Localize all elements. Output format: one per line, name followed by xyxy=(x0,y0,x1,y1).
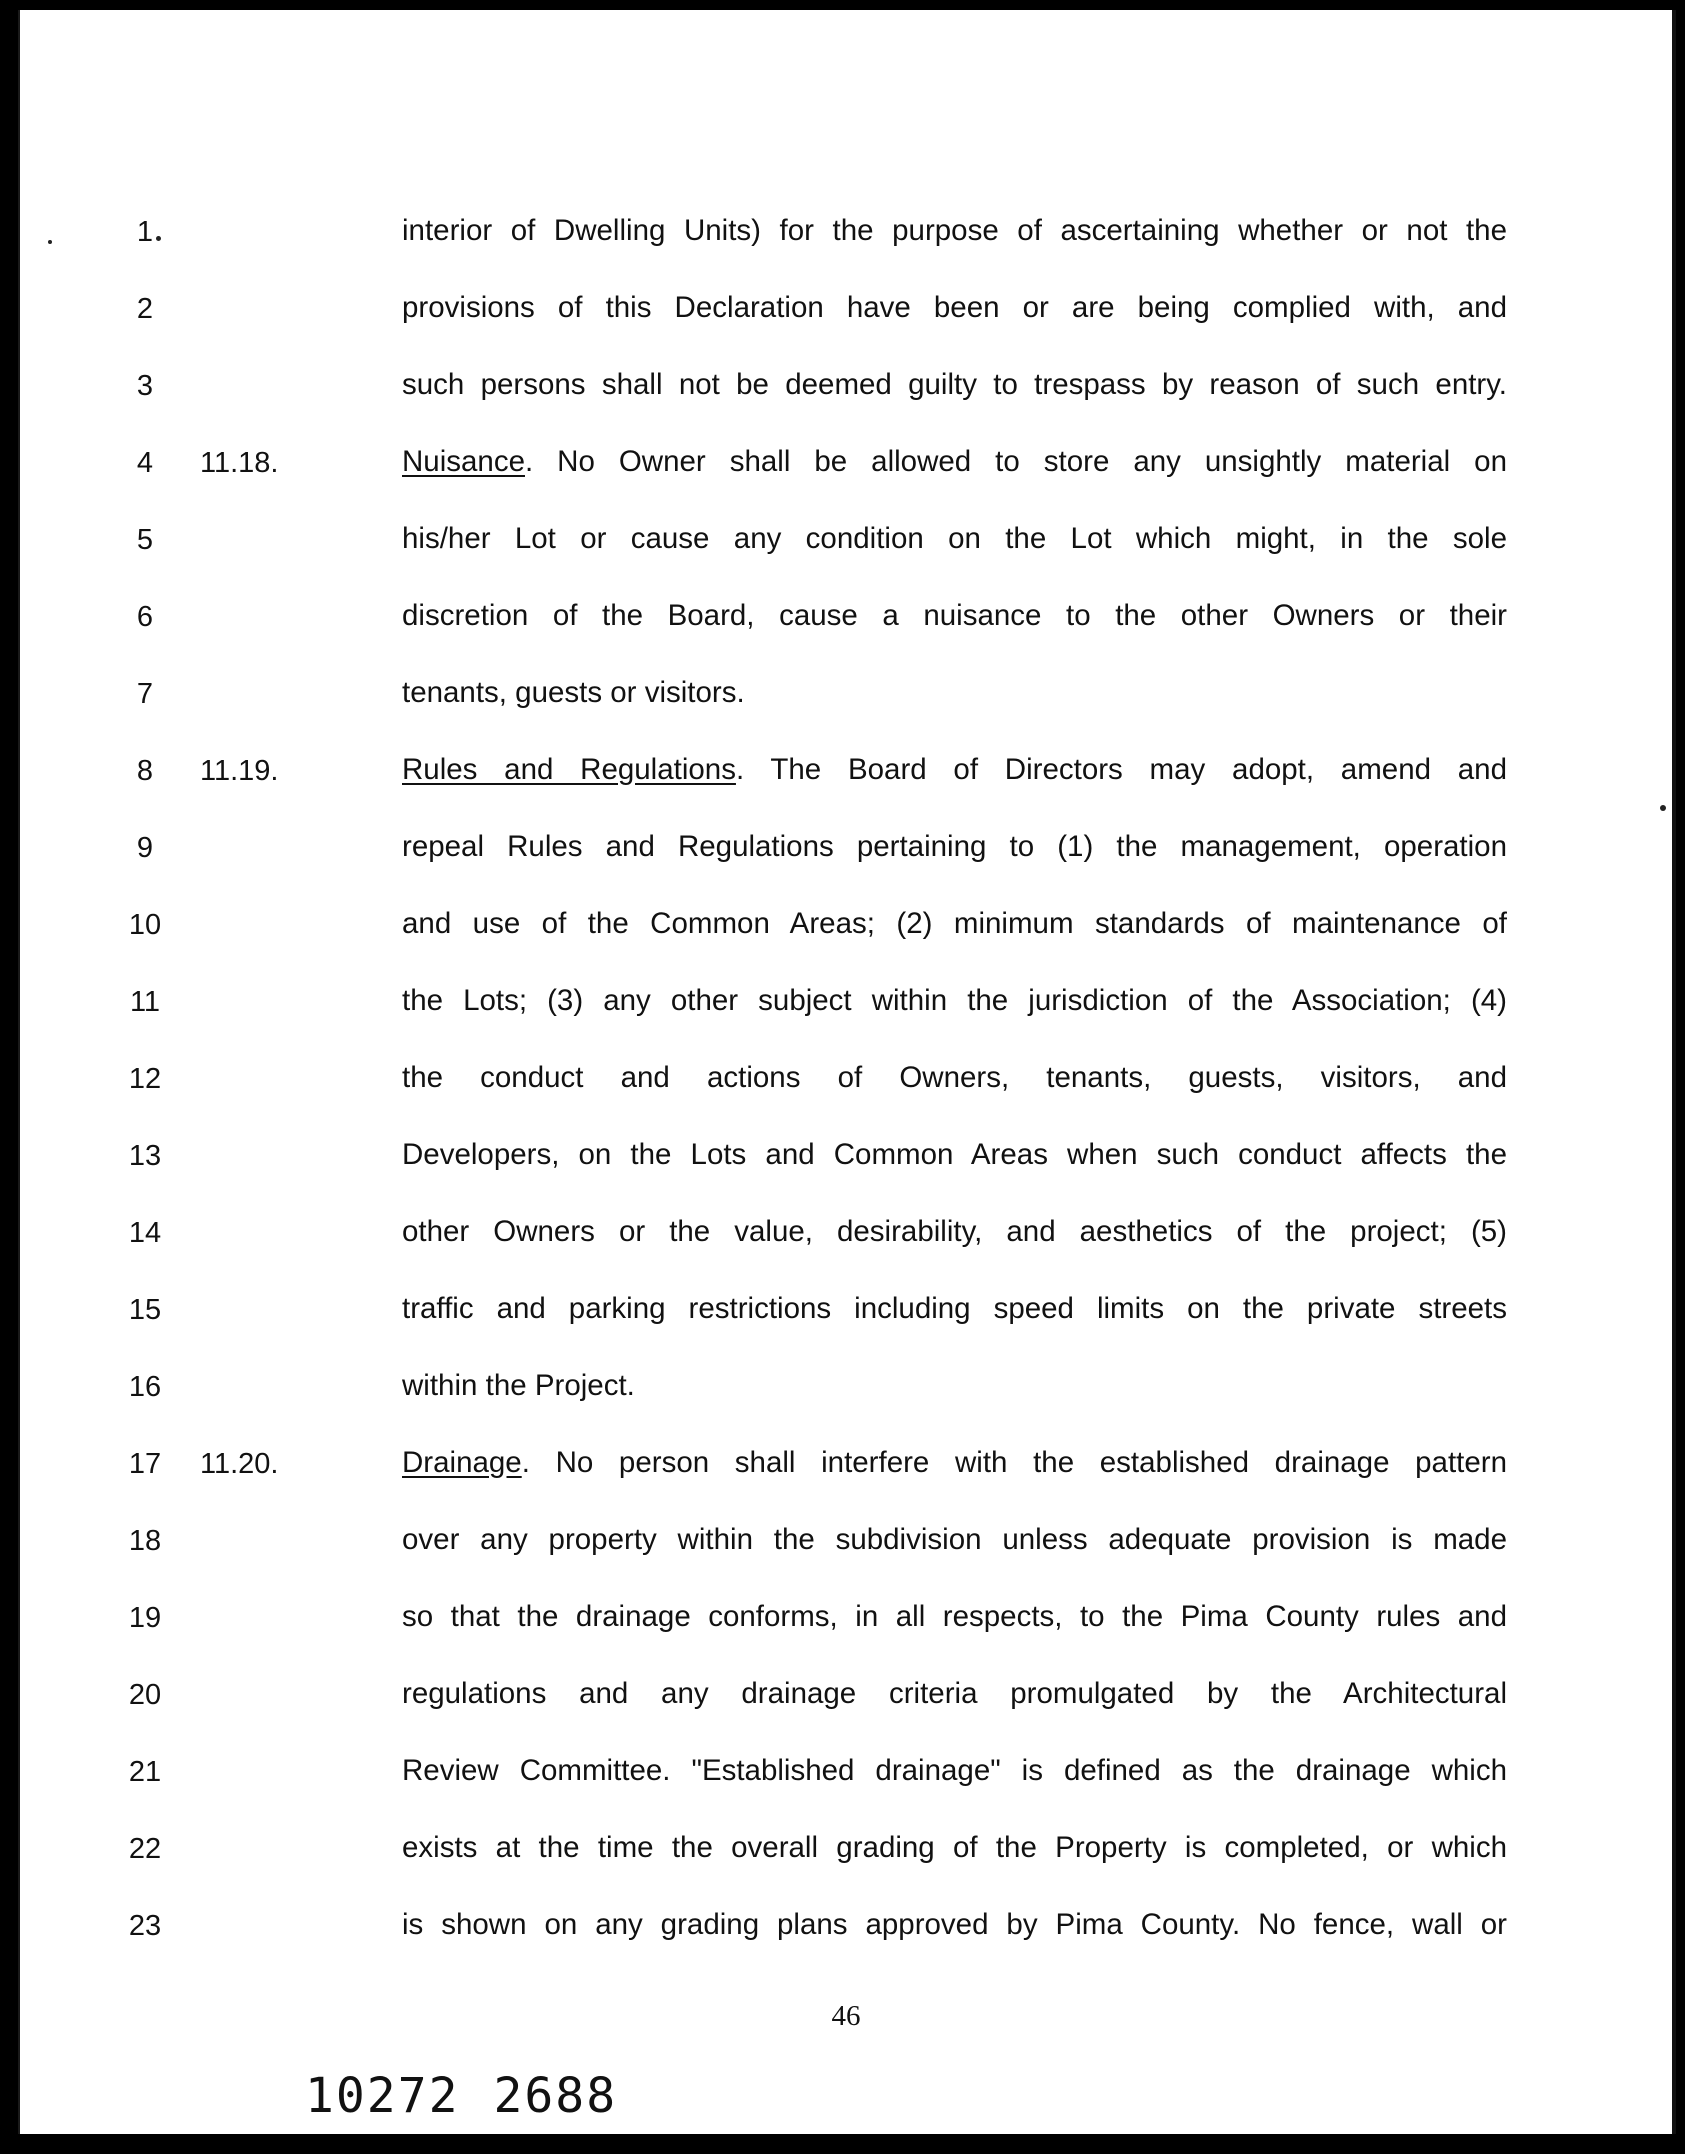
line-text xyxy=(402,1369,1507,1403)
recording-page: 2688 xyxy=(493,2068,618,2124)
line-number: 3 xyxy=(136,370,154,402)
line-text xyxy=(402,214,1507,248)
line-text xyxy=(402,522,1507,556)
line-content: traffic and parking restrictions including speed limits on the private streets xyxy=(402,1292,1507,1325)
section-heading: Drainage xyxy=(402,1446,522,1479)
section-heading: Rules and Regulations xyxy=(402,753,736,786)
line-15 xyxy=(20,1284,1672,1344)
line-16 xyxy=(20,1361,1672,1421)
line-14 xyxy=(20,1207,1672,1267)
section-number: 11.19. xyxy=(200,755,279,787)
recording-stamp xyxy=(305,2068,617,2124)
line-number: 7 xyxy=(136,678,154,710)
line-number: 14 xyxy=(128,1217,162,1249)
line-8 xyxy=(20,745,1672,805)
line-content: provisions of this Declaration have been or are being complied with, and xyxy=(402,291,1507,324)
line-content: is shown on any grading plans approved by Pima County. No fence, wall or xyxy=(402,1908,1507,1941)
line-number: 15 xyxy=(128,1294,162,1326)
line-content: his/her Lot or cause any condition on the Lot which might, in the sole xyxy=(402,522,1507,555)
line-number: 20 xyxy=(128,1679,162,1711)
line-9 xyxy=(20,822,1672,882)
line-21 xyxy=(20,1746,1672,1806)
line-content: . No person shall interfere with the established drainage pattern xyxy=(521,1446,1507,1479)
line-3 xyxy=(20,360,1672,420)
line-number: 5 xyxy=(136,524,154,556)
line-number: 2 xyxy=(136,293,154,325)
line-number: 18 xyxy=(128,1525,162,1557)
line-number: 8 xyxy=(136,755,154,787)
line-content: so that the drainage conforms, in all respects, to the Pima County rules and xyxy=(402,1600,1507,1633)
line-text xyxy=(402,907,1507,941)
line-content: the Lots; (3) any other subject within the jurisdiction of the Association; (4) xyxy=(402,984,1507,1017)
line-17 xyxy=(20,1438,1672,1498)
line-text xyxy=(402,1677,1507,1711)
line-10 xyxy=(20,899,1672,959)
line-12 xyxy=(20,1053,1672,1113)
line-text xyxy=(402,599,1507,633)
line-text xyxy=(402,1292,1507,1326)
line-number: 19 xyxy=(128,1602,162,1634)
section-number: 11.20. xyxy=(200,1448,279,1480)
line-content: such persons shall not be deemed guilty to trespass by reason of such entry. xyxy=(402,368,1507,401)
line-text xyxy=(402,1446,1507,1480)
page-number: 46 xyxy=(831,2000,861,2032)
line-number: 9 xyxy=(136,832,154,864)
line-content: within the Project. xyxy=(402,1369,635,1402)
line-11 xyxy=(20,976,1672,1036)
scan-speck xyxy=(1660,805,1666,811)
section-number: 11.18. xyxy=(200,447,279,479)
line-text xyxy=(402,830,1507,864)
line-6 xyxy=(20,591,1672,651)
line-content: Developers, on the Lots and Common Areas when such conduct affects the xyxy=(402,1138,1507,1171)
line-2 xyxy=(20,283,1672,343)
line-text xyxy=(402,1908,1507,1942)
section-heading: Nuisance xyxy=(402,445,525,478)
line-18 xyxy=(20,1515,1672,1575)
line-text xyxy=(402,1600,1507,1634)
line-number: 10 xyxy=(128,909,162,941)
line-4 xyxy=(20,437,1672,497)
line-number: 12 xyxy=(128,1063,162,1095)
line-content: discretion of the Board, cause a nuisance to the other Owners or their xyxy=(402,599,1507,632)
line-19 xyxy=(20,1592,1672,1652)
line-text xyxy=(402,368,1507,402)
line-text xyxy=(402,753,1507,787)
line-text xyxy=(402,1215,1507,1249)
line-content: tenants, guests or visitors. xyxy=(402,676,745,709)
line-content: and use of the Common Areas; (2) minimum standards of maintenance of xyxy=(402,907,1507,940)
line-number: 21 xyxy=(128,1756,162,1788)
line-7 xyxy=(20,668,1672,728)
line-content: exists at the time the overall grading of the Property is completed, or which xyxy=(402,1831,1507,1864)
line-content: . The Board of Directors may adopt, amend and xyxy=(735,753,1507,786)
recording-book: 10272 xyxy=(305,2068,460,2124)
line-22 xyxy=(20,1823,1672,1883)
line-content: other Owners or the value, desirability, and aesthetics of the project; (5) xyxy=(402,1215,1507,1248)
line-content: regulations and any drainage criteria promulgated by the Architectural xyxy=(402,1677,1507,1710)
line-content: the conduct and actions of Owners, tenants, guests, visitors, and xyxy=(402,1061,1507,1094)
line-text xyxy=(402,1061,1507,1095)
line-1 xyxy=(20,206,1672,266)
line-number: 6 xyxy=(136,601,154,633)
line-number: 4 xyxy=(136,447,154,479)
line-text xyxy=(402,445,1507,479)
line-number: 22 xyxy=(128,1833,162,1865)
line-content: Review Committee. "Established drainage" is defined as the drainage which xyxy=(402,1754,1507,1787)
line-number: 13 xyxy=(128,1140,162,1172)
line-text xyxy=(402,1523,1507,1557)
line-content: . No Owner shall be allowed to store any unsightly material on xyxy=(524,445,1507,478)
line-number: 11 xyxy=(129,986,161,1018)
document-page xyxy=(18,10,1676,2134)
line-23 xyxy=(20,1900,1672,1960)
line-text xyxy=(402,1754,1507,1788)
line-text xyxy=(402,291,1507,325)
line-text xyxy=(402,984,1507,1018)
line-5 xyxy=(20,514,1672,574)
line-number: 1 xyxy=(136,216,154,248)
line-content: repeal Rules and Regulations pertaining to (1) the management, operation xyxy=(402,830,1507,863)
line-text xyxy=(402,676,1507,710)
line-20 xyxy=(20,1669,1672,1729)
line-number: 23 xyxy=(128,1910,162,1942)
line-13 xyxy=(20,1130,1672,1190)
line-text xyxy=(402,1831,1507,1865)
line-content: over any property within the subdivision unless adequate provision is made xyxy=(402,1523,1507,1556)
line-text xyxy=(402,1138,1507,1172)
line-number: 16 xyxy=(128,1371,162,1403)
line-content: interior of Dwelling Units) for the purpose of ascertaining whether or not the xyxy=(402,214,1507,247)
line-number: 17 xyxy=(128,1448,162,1480)
